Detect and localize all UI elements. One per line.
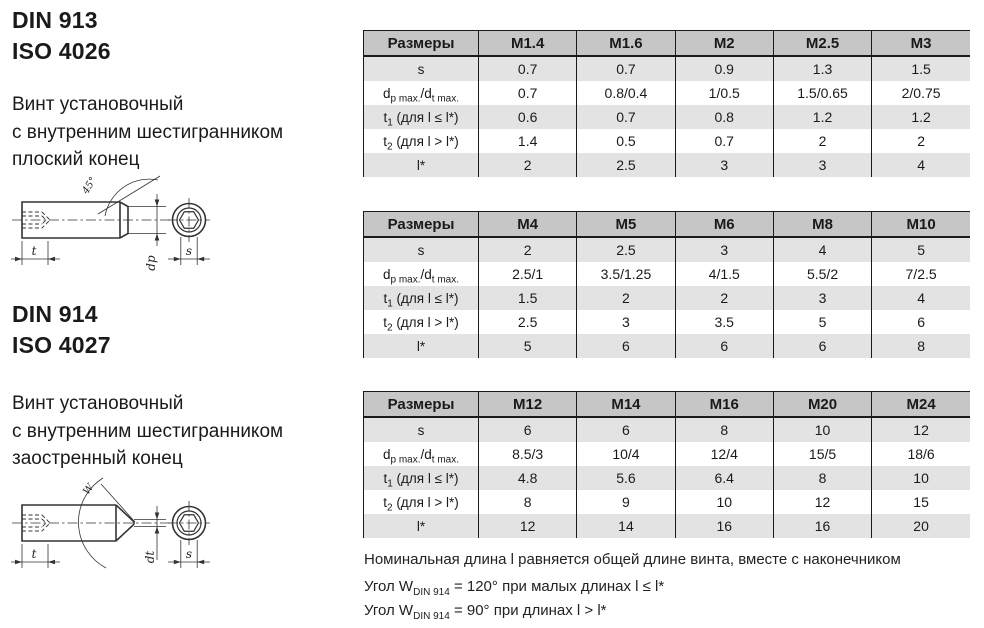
note-part: Угол W [364, 578, 414, 595]
dimension-table-m4-m10 [363, 211, 970, 358]
screw-side-view [12, 202, 170, 238]
thread-size-header: M2.5 [773, 31, 871, 57]
row-label-part: (для l ≤ l*) [392, 290, 459, 306]
row-label [364, 490, 479, 514]
row-label-part: 1 [387, 117, 393, 129]
value-cell: 16 [675, 514, 773, 538]
thread-size-header: M1.4 [479, 31, 577, 57]
dimension-t [11, 241, 60, 265]
row-label-part: t max. [431, 454, 460, 466]
din913-technical-drawing [8, 167, 243, 282]
table-row [364, 129, 971, 153]
row-label-part: 1 [387, 298, 393, 310]
value-cell: 1.5 [872, 56, 970, 81]
value-cell: 2 [577, 286, 675, 310]
thread-size-header: M1.6 [577, 31, 675, 57]
value-cell: 2 [675, 286, 773, 310]
value-cell: 10/4 [577, 442, 675, 466]
angle-label-45: 45° [80, 175, 100, 197]
thread-size-header: M24 [872, 392, 970, 418]
row-label-part: /d [420, 446, 432, 462]
row-label [364, 81, 479, 105]
value-cell: 8 [773, 466, 871, 490]
description-din914 [12, 390, 283, 473]
row-label-part: t [383, 314, 387, 330]
row-label-part: (для l ≤ l*) [392, 470, 459, 486]
thread-size-header: M10 [872, 212, 970, 238]
value-cell: 1.2 [872, 105, 970, 129]
screw-side-view [12, 505, 170, 541]
value-cell: 8 [872, 334, 970, 358]
value-cell: 9 [577, 490, 675, 514]
table-header-row [364, 31, 971, 57]
value-cell: 6 [577, 417, 675, 442]
thread-size-header: M20 [773, 392, 871, 418]
dim-label-dp: dp [144, 255, 158, 271]
thread-size-header: M16 [675, 392, 773, 418]
row-label [364, 310, 479, 334]
value-cell: 6 [577, 334, 675, 358]
value-cell: 5 [479, 334, 577, 358]
value-cell: 6 [479, 417, 577, 442]
note-part: = 90° при длинах l > l* [449, 602, 607, 619]
row-label-part: t max. [431, 93, 460, 105]
value-cell: 6 [773, 334, 871, 358]
size-column-header: Размеры [364, 392, 479, 418]
dimension-dp [128, 194, 166, 271]
note-nominal-length [364, 551, 901, 568]
row-label-part: t [383, 133, 387, 149]
table-row [364, 490, 971, 514]
row-label-part: t [383, 494, 387, 510]
value-cell: 5 [872, 237, 970, 262]
value-cell: 5.5/2 [773, 262, 871, 286]
description-line: с внутренним шестигранником [12, 121, 284, 143]
dimension-t [11, 544, 60, 568]
table-row [364, 334, 971, 358]
value-cell: 5 [773, 310, 871, 334]
value-cell: 3.5 [675, 310, 773, 334]
row-label [364, 417, 479, 442]
value-cell: 0.7 [675, 129, 773, 153]
value-cell: 10 [675, 490, 773, 514]
row-label-part: t [383, 109, 388, 125]
description-din913 [12, 91, 283, 174]
value-cell: 2.5/1 [479, 262, 577, 286]
value-cell: 2 [479, 153, 577, 177]
value-cell: 8 [479, 490, 577, 514]
row-label-part: t [383, 470, 388, 486]
value-cell: 0.5 [577, 129, 675, 153]
note-part: DIN 914 [413, 587, 450, 598]
value-cell: 0.8/0.4 [577, 81, 675, 105]
row-label-part: p max. [390, 93, 421, 105]
table-header-row [364, 212, 971, 238]
value-cell: 15/5 [773, 442, 871, 466]
value-cell: 0.9 [675, 56, 773, 81]
description-line: заостренный конец [12, 448, 183, 469]
iso-number: ISO 4026 [12, 38, 111, 64]
value-cell: 6 [675, 334, 773, 358]
note-angle-90 [364, 602, 607, 622]
value-cell: 18/6 [872, 442, 970, 466]
table-header-row [364, 392, 971, 418]
note-part: Угол W [364, 602, 414, 619]
value-cell: 1.3 [773, 56, 871, 81]
thread-size-header: M14 [577, 392, 675, 418]
table-row [364, 237, 971, 262]
value-cell: 5.6 [577, 466, 675, 490]
angle-label-w: W [81, 482, 97, 497]
din-number: DIN 914 [12, 301, 98, 327]
thread-size-header: M6 [675, 212, 773, 238]
table-row [364, 262, 971, 286]
description-line: Винт установочный [12, 94, 184, 115]
row-label [364, 153, 479, 177]
description-line: Винт установочный [12, 393, 184, 414]
row-label-part: 2 [387, 502, 393, 514]
value-cell: 0.6 [479, 105, 577, 129]
dimension-dt [134, 506, 166, 563]
value-cell: 12 [872, 417, 970, 442]
row-label-part: (для l ≤ l*) [392, 109, 459, 125]
value-cell: 10 [773, 417, 871, 442]
value-cell: 2 [773, 129, 871, 153]
row-label-part: s [417, 422, 425, 438]
table-row [364, 310, 971, 334]
value-cell: 3 [675, 153, 773, 177]
value-cell: 12/4 [675, 442, 773, 466]
value-cell: 3 [675, 237, 773, 262]
iso-number: ISO 4027 [12, 332, 111, 358]
screw-end-view [168, 501, 210, 545]
note-part: DIN 914 [413, 611, 450, 622]
row-label-part: d [382, 266, 391, 282]
row-label [364, 286, 479, 310]
description-line: плоский конец [12, 149, 140, 170]
value-cell: 1.5/0.65 [773, 81, 871, 105]
value-cell: 1.2 [773, 105, 871, 129]
value-cell: 4 [872, 286, 970, 310]
table-row [364, 56, 971, 81]
row-label [364, 334, 479, 358]
value-cell: 0.8 [675, 105, 773, 129]
row-label [364, 442, 479, 466]
value-cell: 1/0.5 [675, 81, 773, 105]
value-cell: 12 [479, 514, 577, 538]
table-row [364, 153, 971, 177]
dimension-table-m12-m24 [363, 391, 970, 538]
value-cell: 3 [773, 153, 871, 177]
note-part: Номинальная длина l равняется общей длине винта, вместе с наконечником [364, 551, 901, 568]
value-cell: 2 [479, 237, 577, 262]
value-cell: 16 [773, 514, 871, 538]
value-cell: 4.8 [479, 466, 577, 490]
row-label-part: d [382, 85, 391, 101]
size-column-header: Размеры [364, 212, 479, 238]
value-cell: 6 [872, 310, 970, 334]
table-row [364, 442, 971, 466]
dimension-table-m1_4-m3 [363, 30, 970, 177]
table-row [364, 286, 971, 310]
dim-label-t: t [31, 244, 37, 258]
din914-technical-drawing [8, 464, 243, 589]
value-cell: 20 [872, 514, 970, 538]
row-label-part: (для l > l*) [392, 133, 459, 149]
dim-label-s: s [185, 244, 193, 258]
row-label [364, 466, 479, 490]
value-cell: 4/1.5 [675, 262, 773, 286]
row-label-part: p max. [390, 454, 421, 466]
value-cell: 2.5 [577, 153, 675, 177]
screw-end-view [168, 198, 210, 242]
value-cell: 3 [773, 286, 871, 310]
value-cell: 1.4 [479, 129, 577, 153]
value-cell: 2.5 [479, 310, 577, 334]
thread-size-header: M4 [479, 212, 577, 238]
value-cell: 7/2.5 [872, 262, 970, 286]
row-label-part: 1 [387, 478, 393, 490]
value-cell: 2.5 [577, 237, 675, 262]
value-cell: 8.5/3 [479, 442, 577, 466]
value-cell: 14 [577, 514, 675, 538]
value-cell: 3 [577, 310, 675, 334]
row-label-part: 2 [387, 141, 393, 153]
row-label-part: s [417, 242, 425, 258]
row-label-part: (для l > l*) [392, 494, 459, 510]
table-row [364, 105, 971, 129]
row-label-part: t [383, 290, 388, 306]
value-cell: 12 [773, 490, 871, 514]
row-label-part: t max. [431, 274, 460, 286]
value-cell: 8 [675, 417, 773, 442]
thread-size-header: M12 [479, 392, 577, 418]
row-label-part: p max. [390, 274, 421, 286]
row-label-part: d [382, 446, 391, 462]
row-label [364, 262, 479, 286]
row-label [364, 514, 479, 538]
din-number: DIN 913 [12, 7, 98, 33]
value-cell: 0.7 [577, 105, 675, 129]
value-cell: 4 [773, 237, 871, 262]
value-cell: 6.4 [675, 466, 773, 490]
table-row [364, 466, 971, 490]
note-part: = 120° при малых длинах l ≤ l* [449, 578, 665, 595]
row-label-part: /d [420, 85, 432, 101]
thread-size-header: M5 [577, 212, 675, 238]
row-label [364, 129, 479, 153]
row-label-part: s [417, 61, 425, 77]
row-label [364, 237, 479, 262]
value-cell: 4 [872, 153, 970, 177]
row-label-part: l* [416, 338, 426, 354]
value-cell: 2 [872, 129, 970, 153]
size-column-header: Размеры [364, 31, 479, 57]
row-label-part: (для l > l*) [392, 314, 459, 330]
row-label [364, 105, 479, 129]
note-angle-120 [364, 578, 665, 598]
dim-label-dt: dt [143, 550, 157, 564]
standard-heading-din914 [12, 299, 111, 361]
value-cell: 3.5/1.25 [577, 262, 675, 286]
row-label [364, 56, 479, 81]
value-cell: 0.7 [577, 56, 675, 81]
row-label-part: l* [416, 157, 426, 173]
value-cell: 0.7 [479, 81, 577, 105]
thread-size-header: M2 [675, 31, 773, 57]
value-cell: 1.5 [479, 286, 577, 310]
row-label-part: /d [420, 266, 432, 282]
row-label-part: l* [416, 518, 426, 534]
thread-size-header: M3 [872, 31, 970, 57]
table-row [364, 417, 971, 442]
row-label-part: 2 [387, 322, 393, 334]
standard-heading-din913 [12, 5, 111, 67]
thread-size-header: M8 [773, 212, 871, 238]
table-row [364, 81, 971, 105]
value-cell: 10 [872, 466, 970, 490]
dim-label-s: s [185, 547, 193, 561]
dim-label-t: t [31, 547, 37, 561]
value-cell: 2/0.75 [872, 81, 970, 105]
value-cell: 15 [872, 490, 970, 514]
table-row [364, 514, 971, 538]
description-line: с внутренним шестигранником [12, 420, 284, 442]
value-cell: 0.7 [479, 56, 577, 81]
